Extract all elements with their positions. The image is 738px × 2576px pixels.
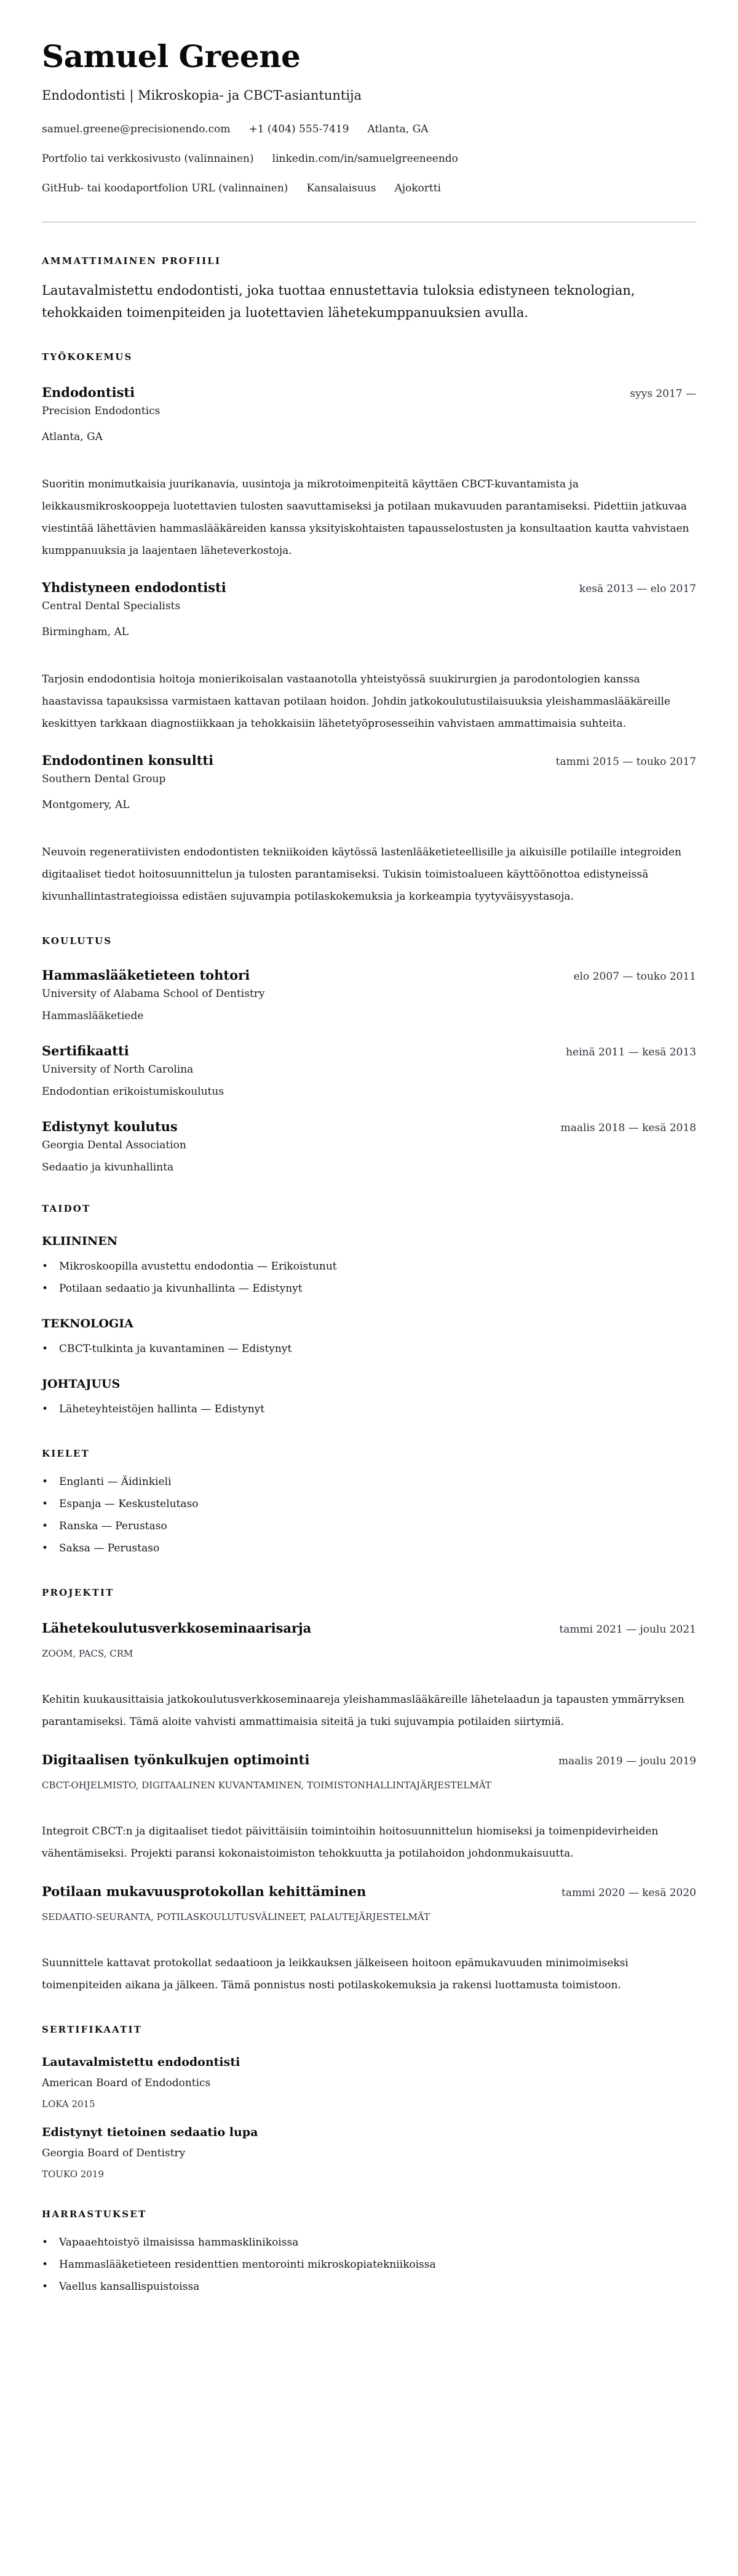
skill-group-leadership: JOHTAJUUS [42, 1377, 121, 1391]
contact-phone[interactable]: +1 (404) 555-7419 [248, 123, 349, 135]
certification-issuer: American Board of Endodontics [42, 2077, 211, 2089]
school-name: University of North Carolina [42, 1063, 194, 1076]
candidate-headline: Endodontisti | Mikroskopia- ja CBCT-asiantuntija [42, 88, 362, 103]
contact-drivers-license: Ajokortti [394, 182, 441, 194]
job-title: Endodontinen konsultti [42, 753, 214, 768]
skill-item: • Mikroskoopilla avustettu endodontia — Erikoistunut [42, 1255, 696, 1278]
section-title-education: KOULUTUS [42, 935, 113, 946]
job-title: Yhdistyneen endodontisti [42, 580, 226, 595]
project-tech: CBCT-OHJELMISTO, DIGITAALINEN KUVANTAMINEN, TOIMISTONHALLINTAJÄRJESTELMÄT [42, 1780, 491, 1791]
field-of-study: Hammaslääketiede [42, 1010, 144, 1022]
interest-item: • Hammaslääketieteen residenttien mentorointi mikroskopiatekniikoissa [42, 2254, 696, 2276]
section-title-interests: HARRASTUKSET [42, 2209, 147, 2220]
section-title-languages: KIELET [42, 1448, 90, 1459]
section-skills [42, 1202, 696, 1420]
section-languages [42, 1447, 696, 1559]
skill-item: • Potilaan sedaatio ja kivunhallinta — Edistynyt [42, 1278, 696, 1300]
entry-header [42, 752, 696, 769]
section-title-certifications: SERTIFIKAATIT [42, 2024, 143, 2035]
experience-entry [42, 384, 696, 562]
project-tech: SEDAATIO-SEURANTA, POTILASKOULUTUSVÄLINEET, PALAUTEJÄRJESTELMÄT [42, 1911, 430, 1922]
experience-entry [42, 752, 696, 908]
degree-title: Hammaslääketieteen tohtori [42, 967, 250, 983]
contact-email[interactable]: samuel.greene@precisionendo.com [42, 123, 231, 135]
contact-linkedin[interactable]: linkedin.com/in/samuelgreeneendo [272, 153, 458, 165]
section-title-profile: AMMATTIMAINEN PROFIILI [42, 255, 221, 266]
job-dates: tammi 2015 — touko 2017 [555, 756, 696, 768]
certification-date: TOUKO 2019 [42, 2169, 104, 2180]
job-dates: syys 2017 — [630, 388, 696, 400]
education-entry [42, 1118, 696, 1175]
certification-name: Edistynyt tietoinen sedaatio lupa [42, 2126, 258, 2139]
interest-list [42, 2231, 696, 2298]
entry-header [42, 1042, 696, 1060]
skill-list-leadership [42, 1398, 696, 1420]
interest-item: • Vaellus kansallispuistoissa [42, 2276, 696, 2298]
job-dates: kesä 2013 — elo 2017 [579, 583, 696, 595]
project-entry [42, 1620, 696, 1733]
entry-header [42, 967, 696, 984]
certification-name: Lautavalmistettu endodontisti [42, 2055, 240, 2069]
candidate-name: Samuel Greene [42, 38, 301, 74]
job-description: Suoritin monimutkaisia juurikanavia, uusintoja ja mikrotoimenpiteitä käyttäen CBCT-kuvantamista ja leikkausmikroskooppeja luotettavien tulosten saavuttamiseksi ja potilaan mukavuuden parantamiseksi. Pidettiin jatkuvaa viestintää lähettävien hammaslääkäreiden kanssa yksityiskohtaisten tapausselostusten ja konsultaation kautta vahvistaen kumppanuuksia ja laajentaen läheteverkostoja. [42, 478, 689, 557]
project-dates: tammi 2021 — joulu 2021 [559, 1623, 696, 1636]
skill-item: • Läheteyhteistöjen hallinta — Edistynyt [42, 1398, 696, 1420]
section-experience [42, 351, 696, 908]
section-education [42, 935, 696, 1175]
project-dates: maalis 2019 — joulu 2019 [558, 1755, 696, 1767]
project-tech: ZOOM, PACS, CRM [42, 1648, 133, 1659]
contact-row-3 [42, 181, 696, 196]
certification-entry [42, 2054, 696, 2111]
degree-title: Sertifikaatti [42, 1043, 129, 1058]
school-name: Georgia Dental Association [42, 1139, 186, 1151]
project-description: Integroit CBCT:n ja digitaaliset tiedot päivittäisiin toimintoihin hoitosuunnittelun hiomiseksi ja toimenpidevirheiden vähentämiseksi. Projekti paransi kokonaistoimiston tehokkuutta ja potilahoidon johdonmukaisuutta. [42, 1825, 659, 1860]
contact-row-1 [42, 122, 696, 137]
skill-list-technology [42, 1338, 696, 1360]
project-entry [42, 1883, 696, 1996]
section-profile [42, 255, 696, 324]
job-title: Endodontisti [42, 385, 135, 400]
project-description: Suunnittele kattavat protokollat sedaatioon ja leikkauksen jälkeiseen hoitoon epämukavuuden minimoimiseksi toimenpiteiden aikana ja jälkeen. Tämä ponnistus nosti potilaskokemuksia ja rakensi luottamusta toimistoon. [42, 1957, 629, 1991]
job-location: Birmingham, AL [42, 626, 129, 638]
interest-item: • Vapaaehtoistyö ilmaisissa hammasklinikoissa [42, 2231, 696, 2254]
profile-summary: Lautavalmistettu endodontisti, joka tuottaa ennustettavia tuloksia edistyneen teknologian, tehokkaiden toimenpiteiden ja luotettavien lähetekumppanuuksien avulla. [42, 283, 635, 320]
job-location: Montgomery, AL [42, 799, 130, 811]
section-title-experience: TYÖKOKEMUS [42, 351, 133, 362]
resume-header [42, 38, 696, 223]
skill-list-clinical [42, 1255, 696, 1300]
education-dates: heinä 2011 — kesä 2013 [566, 1046, 696, 1058]
job-location: Atlanta, GA [42, 431, 103, 443]
contact-row-2 [42, 151, 696, 166]
project-name: Lähetekoulutusverkkoseminaarisarja [42, 1620, 312, 1636]
field-of-study: Sedaatio ja kivunhallinta [42, 1161, 174, 1174]
section-projects [42, 1586, 696, 1996]
job-company: Southern Dental Group [42, 773, 166, 785]
language-item: • Englanti — Äidinkieli [42, 1471, 696, 1493]
job-company: Precision Endodontics [42, 405, 161, 417]
project-name: Potilaan mukavuusprotokollan kehittäminen [42, 1884, 367, 1899]
job-description: Neuvoin regeneratiivisten endodontisten tekniikoiden käytössä lastenlääketieteellisille ja aikuisille potilaille integroiden digitaaliset tiedot hoitosuunnittelun ja tulosten parantamiseksi. Tukisin toimistoalueen käyttöönottoa edistyneissä kivunhallintastrategioissa edistäen sujuvampia potilaskokemuksia ja korkeampia tyytyväisyystasoja. [42, 846, 681, 903]
entry-header [42, 1883, 696, 1900]
project-name: Digitaalisen työnkulkujen optimointi [42, 1752, 310, 1767]
field-of-study: Endodontian erikoistumiskoulutus [42, 1086, 224, 1098]
section-interests [42, 2208, 696, 2298]
education-entry [42, 1042, 696, 1100]
entry-header [42, 1620, 696, 1637]
experience-entry [42, 579, 696, 735]
education-dates: elo 2007 — touko 2011 [573, 970, 696, 983]
certification-issuer: Georgia Board of Dentistry [42, 2147, 186, 2159]
section-title-projects: PROJEKTIT [42, 1587, 114, 1598]
entry-header [42, 579, 696, 596]
job-company: Central Dental Specialists [42, 600, 181, 612]
header-divider [42, 222, 696, 223]
skill-group-technology: TEKNOLOGIA [42, 1317, 133, 1330]
entry-header [42, 1118, 696, 1135]
entry-header [42, 1751, 696, 1769]
skill-item: • CBCT-tulkinta ja kuvantaminen — Edistynyt [42, 1338, 696, 1360]
project-entry [42, 1751, 696, 1865]
contact-portfolio[interactable]: Portfolio tai verkkosivusto (valinnainen) [42, 153, 254, 165]
language-item: • Saksa — Perustaso [42, 1537, 696, 1559]
contact-citizenship: Kansalaisuus [306, 182, 376, 194]
section-certifications [42, 2023, 696, 2181]
project-dates: tammi 2020 — kesä 2020 [561, 1887, 696, 1899]
project-description: Kehitin kuukausittaisia jatkokoulutusverkkoseminaareja yleishammaslääkäreille lähetelaadun ja tapausten ymmärryksen parantamiseksi. Tämä aloite vahvisti ammattimaisia siteitä ja tuki sujuvampia potilaiden siirtymiä. [42, 1694, 684, 1728]
certification-date: LOKA 2015 [42, 2098, 95, 2110]
skill-group-clinical: KLIININEN [42, 1234, 118, 1248]
language-item: • Ranska — Perustaso [42, 1515, 696, 1537]
language-item: • Espanja — Keskustelutaso [42, 1493, 696, 1515]
school-name: University of Alabama School of Dentistry [42, 988, 265, 1000]
degree-title: Edistynyt koulutus [42, 1119, 178, 1134]
job-description: Tarjosin endodontisia hoitoja monierikoisalan vastaanotolla yhteistyössä suukirurgien ja parodontologien kanssa haastavissa tapauksissa varmistaen kattavan potilaan hoidon. Johdin jatkokoulutustilaisuuksia yleishammaslääkäreille keskittyen tarkkaan diagnostiikkaan ja tehokkaisiin lähetetyöprosesseihin vahvistaen ammattimaisia suhteita. [42, 673, 670, 730]
education-dates: maalis 2018 — kesä 2018 [560, 1122, 696, 1134]
contact-location: Atlanta, GA [367, 123, 429, 135]
section-title-skills: TAIDOT [42, 1203, 91, 1214]
entry-header [42, 384, 696, 401]
language-list [42, 1471, 696, 1559]
certification-entry [42, 2124, 696, 2181]
contact-github[interactable]: GitHub- tai koodaportfolion URL (valinnainen) [42, 182, 288, 194]
education-entry [42, 967, 696, 1024]
